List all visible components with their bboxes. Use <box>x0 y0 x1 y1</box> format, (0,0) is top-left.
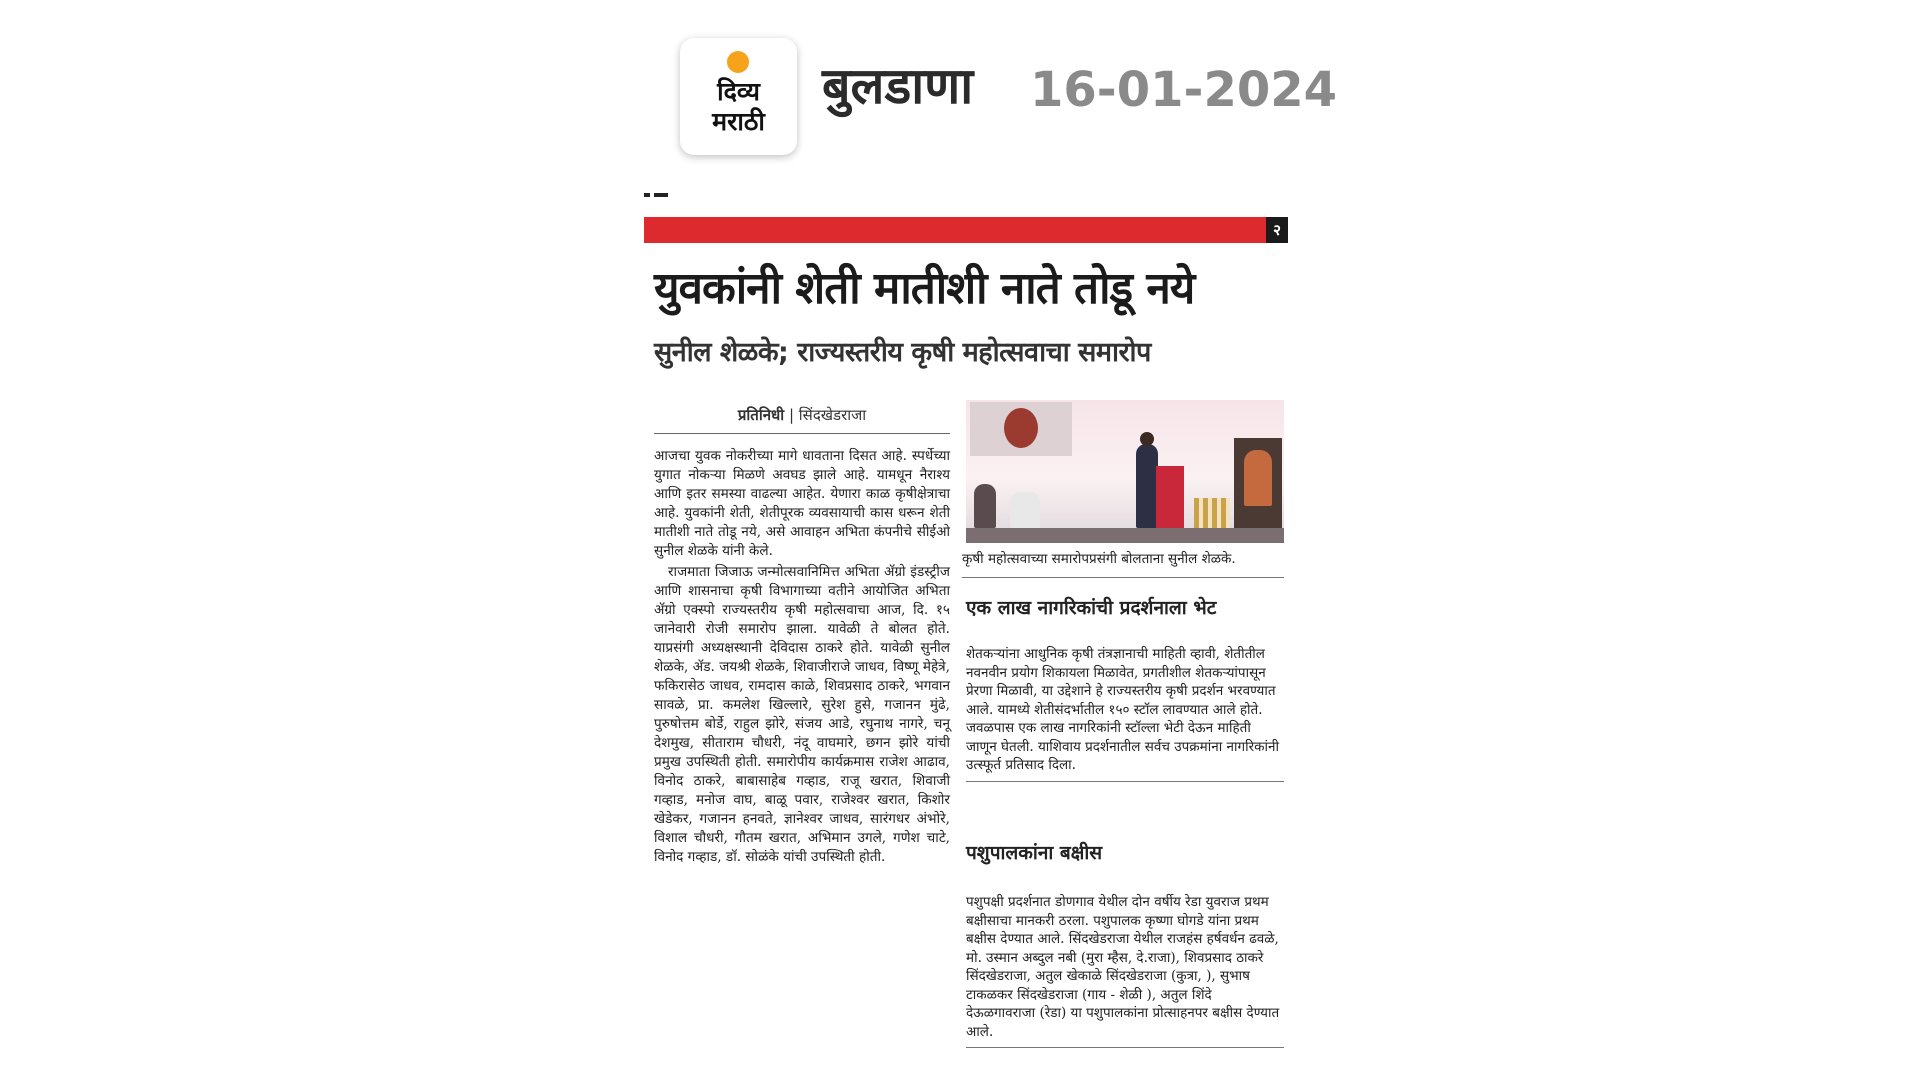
article-headline: युवकांनी शेती मातीशी नाते तोडू नये <box>654 263 1195 314</box>
event-photo <box>966 400 1284 543</box>
section-2-heading: पशुपालकांना बक्षीस <box>966 842 1103 864</box>
corner-mark-2 <box>654 193 668 197</box>
article-subheadline: सुनील शेळके; राज्यस्तरीय कृषी महोत्सवाचा समारोप <box>654 337 1151 368</box>
corner-mark <box>644 193 650 197</box>
body-paragraph-1: आजचा युवक नोकरीच्या मागे धावताना दिसत आहे. स्पर्धेच्या युगात नोकऱ्या मिळणे अवघड झाले आहे. यामधून नैराश्य आणि इतर समस्या वाढल्या आहेत. येणारा काळ कृषीक्षेत्राचा आहे. युवकांनी शेती, शेतीपूरक व्यवसायाची कास धरून शेती मातीशी नाते तोडू नये, असे आवाहन अभिता कंपनीचे सीईओ सुनील शेळके यांनी केले. <box>654 448 950 559</box>
seated-guest <box>1010 492 1040 528</box>
newspaper-clipping <box>636 185 1288 1081</box>
seated-guest <box>974 484 996 528</box>
backdrop-screen <box>970 402 1072 456</box>
photo-caption: कृषी महोत्सवाच्या समारोपप्रसंगी बोलताना सुनील शेळके. <box>962 549 1284 578</box>
byline-place: सिंदखेडराजा <box>798 406 867 424</box>
byline-author: प्रतिनिधी <box>737 406 785 424</box>
edition-date: 16-01-2024 <box>1030 62 1338 118</box>
speaker-figure <box>1136 444 1158 528</box>
podium <box>1156 466 1184 528</box>
logo-line-2: मराठी <box>712 107 765 136</box>
portrait-frame <box>1234 438 1282 528</box>
trophies <box>1194 498 1230 528</box>
section-2-body: पशुपक्षी प्रदर्शनात डोणगाव येथील दोन वर्षीय रेडा युवराज प्रथम बक्षीसाचा मानकरी ठरला. पशुपालक कृष्णा घोगडे यांना प्रथम बक्षीस देण्यात आले. सिंदखेडराजा येथील राजहंस हर्षवर्धन ढवळे, मो. उस्मान अब्दुल नबी (मुरा म्हैस, दे.राजा), शिवप्रसाद ठाकरे सिंदखेडराजा, अतुल खेकाळे सिंदखेडराजा (कुत्रा, ), सुभाष टाकळकर सिंदखेडराजा (गाय - शेळी ), अतुल शिंदे देऊळगावराजा (रेडा) या पशुपालकांना प्रोत्साहनपर बक्षीस देण्यात आले. <box>966 893 1284 1048</box>
edition-city: बुलडाणा <box>822 57 974 115</box>
article-body-left-column <box>654 447 950 867</box>
divya-marathi-logo[interactable] <box>680 38 797 155</box>
sun-icon <box>727 51 749 73</box>
byline <box>654 405 950 434</box>
logo-line-1: दिव्य <box>717 77 760 106</box>
stage-floor <box>966 528 1284 543</box>
page-header <box>680 38 1338 156</box>
byline-separator: | <box>788 406 795 424</box>
red-page-bar <box>644 217 1266 243</box>
body-paragraph-2: राजमाता जिजाऊ जन्मोत्सवानिमित्त अभिता ॲग्रो इंडस्ट्रीज आणि शासनाचा कृषी विभागाच्या वतीने आयोजित अभिता ॲग्रो एक्स्पो राज्यस्तरीय कृषी महोत्सवाचा आज, दि. १५ जानेवारी रोजी समारोप झाला. यावेळी ते बोलत होते. याप्रसंगी अध्यक्षस्थानी देविदास ठाकरे होते. यावेळी सुनील शेळके, ॲड. जयश्री शेळके, शिवाजीराजे जाधव, विष्णू मेहेत्रे, फकिरासेठ जाधव, रामदास काळे, शिवप्रसाद ठाकरे, भगवान सावळे, प्रा. कमलेश खिल्लारे, सुरेश हुसे, गजानन मुंढे, पुरुषोत्तम बोर्डे, राहुल झोरे, संजय आडे, रघुनाथ नागरे, चनू देशमुख, सीताराम चौधरी, नंदू वाघमारे, छगन झोरे यांची प्रमुख उपस्थिती होती. समारोपीय कार्यक्रमास राजेश आढाव, विनोद ठाकरे, बाबासाहेब गव्हाड, राजू खरात, शिवाजी गव्हाड, मनोज वाघ, बाळू पवार, राजेश्वर खरात, किशोर खेडेकर, गजानन हनवते, ज्ञानेश्वर जाधव, सारंगधर अंभोरे, विशाल चौधरी, गौतम खरात, अभिमान उगले, गणेश चाटे, विनोद गव्हाड, डॉ. सोळंके यांची उपस्थिती होती. <box>654 564 950 865</box>
section-1-heading: एक लाख नागरिकांची प्रदर्शनाला भेट <box>966 597 1217 619</box>
page-number: २ <box>1266 217 1288 243</box>
section-1-body: शेतकऱ्यांना आधुनिक कृषी तंत्रज्ञानाची माहिती व्हावी, शेतीतील नवनवीन प्रयोग शिकायला मिळावेत, प्रगतीशील शेतकऱ्यांपासून प्रेरणा मिळावी, या उद्देशाने हे राज्यस्तरीय कृषी प्रदर्शन भरवण्यात आले. यामध्ये शेतीसंदर्भातील १५० स्टॉल लावण्यात आले होते. जवळपास एक लाख नागरिकांनी स्टॉल्ला भेटी देऊन माहिती जाणून घेतली. याशिवाय प्रदर्शनातील सर्वच उपक्रमांना नागरिकांनी उत्स्फूर्त प्रतिसाद दिला. <box>966 645 1284 782</box>
